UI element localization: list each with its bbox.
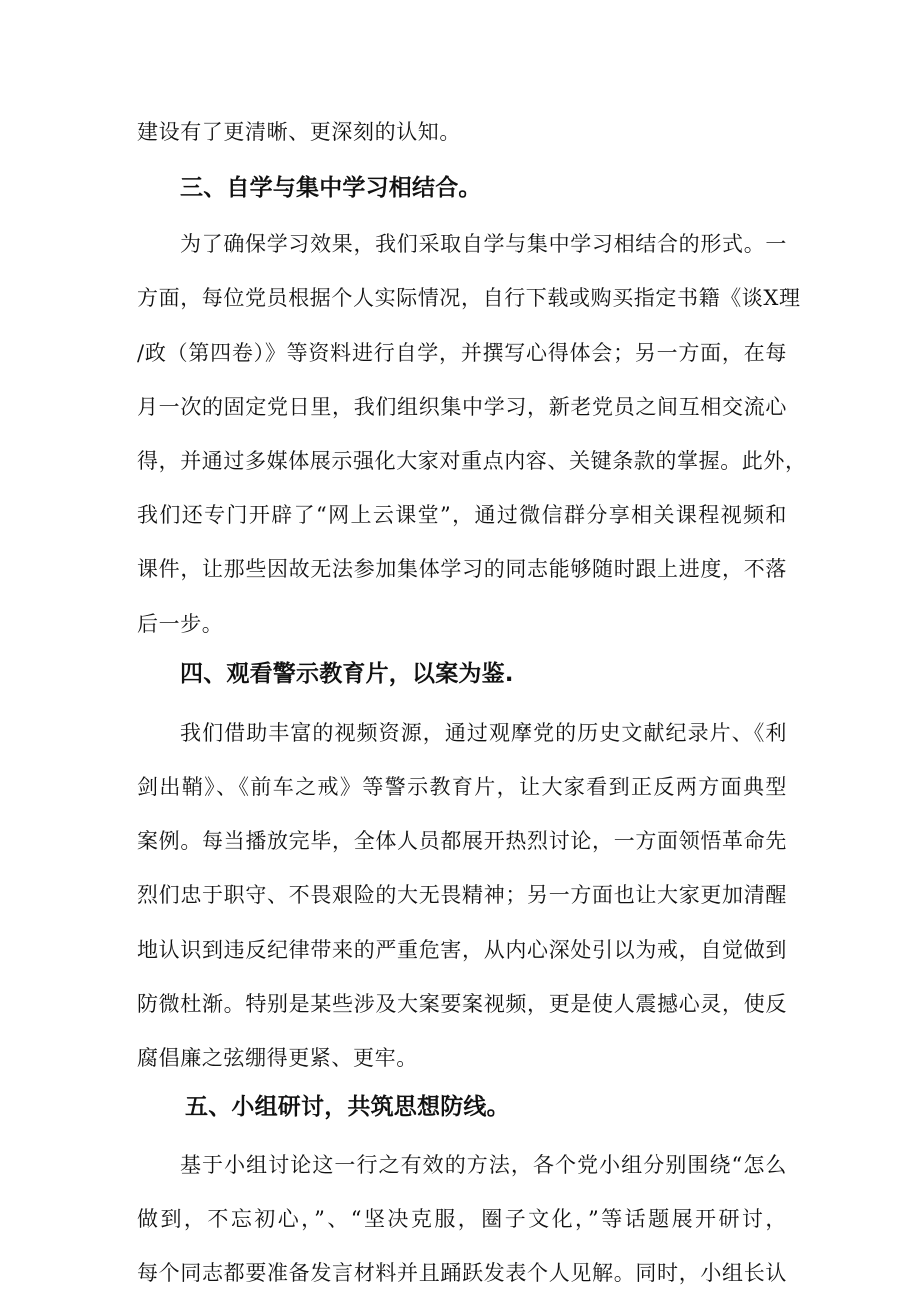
paragraph-line: 剑出鞘》、《前车之戒》等警示教育片，让大家看到正反两方面典型	[137, 775, 787, 799]
paragraph-line: 我们借助丰富的视频资源，通过观摩党的历史文献纪录片、《利	[180, 721, 787, 745]
paragraph-line: 后一步。	[137, 612, 224, 636]
section-4-heading: 四、观看警示教育片，以案为鉴.	[180, 661, 514, 687]
paragraph-line: 基于小组讨论这一行之有效的方法，各个党小组分别围绕“怎么	[180, 1153, 787, 1177]
paragraph-line: 做到，不忘初心，”、“坚决克服，圈子文化，”等话题展开研讨，	[137, 1207, 787, 1231]
paragraph-line: /政（第四卷）》等资料进行自学，并撰写心得体会；另一方面，在每	[137, 341, 787, 365]
paragraph-line: 防微杜渐。特别是某些涉及大案要案视频，更是使人震撼心灵，使反	[137, 992, 787, 1016]
paragraph-line: 为了确保学习效果，我们采取自学与集中学习相结合的形式。一	[180, 232, 787, 256]
section-3-heading: 三、自学与集中学习相结合。	[180, 175, 482, 201]
paragraph-line: 地认识到违反纪律带来的严重危害，从内心深处引以为戒，自觉做到	[137, 938, 787, 962]
paragraph-line: 我们还专门开辟了“网上云课堂”，通过微信群分享相关课程视频和	[137, 503, 787, 527]
paragraph-line: 课件，让那些因故无法参加集体学习的同志能够随时跟上进度，不落	[137, 557, 787, 581]
paragraph-line: 案例。每当播放完毕，全体人员都展开热烈讨论，一方面领悟革命先	[137, 829, 787, 853]
paragraph-line: 月一次的固定党日里，我们组织集中学习，新老党员之间互相交流心	[137, 395, 787, 419]
paragraph-line: 每个同志都要准备发言材料并且踊跃发表个人见解。同时，小组长认	[137, 1261, 787, 1285]
paragraph-line: 方面，每位党员根据个人实际情况，自行下载或购买指定书籍《谈X理	[137, 286, 801, 310]
intro-line: 建设有了更清晰、更深刻的认知。	[137, 120, 461, 144]
paragraph-line: 腐倡廉之弦绷得更紧、更牢。	[137, 1046, 418, 1070]
paragraph-line: 烈们忠于职守、不畏艰险的大无畏精神；另一方面也让大家更加清醒	[137, 883, 787, 907]
section-5-heading: 五、小组研讨，共筑思想防线。	[185, 1094, 510, 1120]
paragraph-line: 得，并通过多媒体展示强化大家对重点内容、关键条款的掌握。此外，	[137, 449, 807, 473]
